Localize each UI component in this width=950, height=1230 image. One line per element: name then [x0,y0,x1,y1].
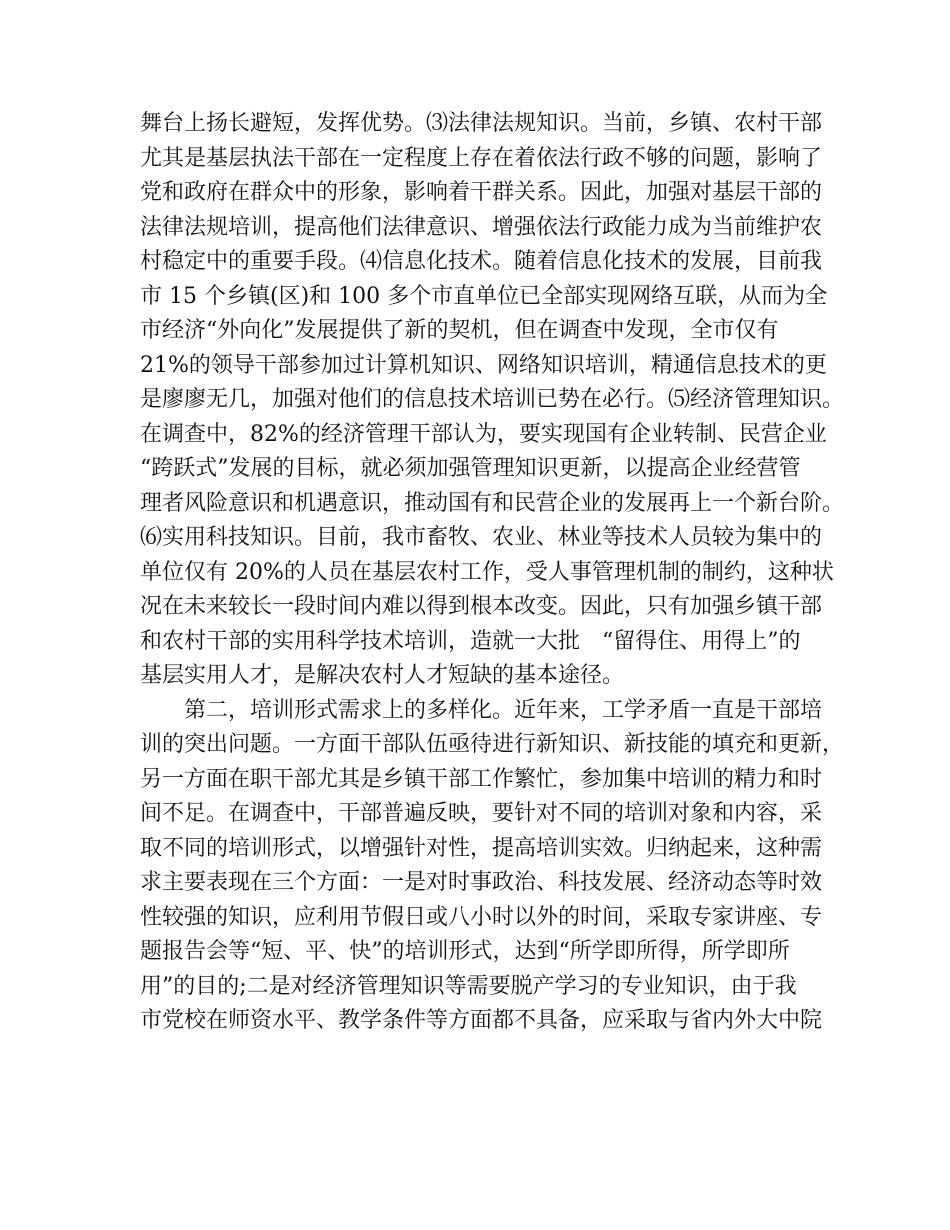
text-line: 另一方面在职干部尤其是乡镇干部工作繁忙，参加集中培训的精力和时 [140,766,823,792]
body-text [140,107,845,1039]
text-line: 训的突出问题。一方面干部队伍亟待进行新知识、新技能的填充和更新， [140,732,845,757]
text-line: 求主要表现在三个方面：一是对时事政治、科技发展、经济动态等时效 [140,870,823,895]
text-line: 21%的领导干部参加过计算机知识、网络知识培训，精通信息技术的更 [140,352,827,378]
text-line: 取不同的培训形式，以增强针对性，提高培训实效。归纳起来，这种需 [140,835,823,861]
text-line: 是廖廖无几，加强对他们的信息技术培训已势在必行。⑸经济管理知识。 [140,387,845,412]
text-line: 单位仅有 20%的人员在基层农村工作，受人事管理机制的制约，这种状 [140,559,834,585]
text-line: 市经济“外向化”发展提供了新的契机，但在调查中发现，全市仅有 [140,318,779,343]
text-line: 间不足。在调查中，干部普遍反映，要针对不同的培训对象和内容，采 [140,801,823,826]
text-line: 在调查中，82%的经济管理干部认为，要实现国有企业转制、民营企业 [140,421,827,447]
text-line: ⑹实用科技知识。目前，我市畜牧、农业、林业等技术人员较为集中的 [140,525,823,550]
text-line: 党和政府在群众中的形象，影响着干群关系。因此，加强对基层干部的 [140,180,823,205]
text-line: 舞台上扬长避短，发挥优势。⑶法律法规知识。当前，乡镇、农村干部 [140,111,823,136]
text-line: 尤其是基层执法干部在一定程度上存在着依法行政不够的问题，影响了 [140,145,823,171]
text-line: 村稳定中的重要手段。⑷信息化技术。随着信息化技术的发展，目前我 [140,249,823,274]
paragraph-start-line: 第二，培训形式需求上的多样化。近年来，工学矛盾一直是干部培 [184,697,823,723]
text-line: 用”的目的;二是对经济管理知识等需要脱产学习的专业知识，由于我 [140,973,797,999]
text-line: 题报告会等“短、平、快”的培训形式，达到“所学即所得，所学即所 [140,939,790,964]
text-line: 市党校在师资水平、教学条件等方面都不具备，应采取与省内外大中院 [140,1008,823,1033]
text-line: 基层实用人才，是解决农村人才短缺的基本途径。 [140,663,625,688]
text-line: 市 15 个乡镇(区)和 100 多个市直单位已全部实现网络互联，从而为全 [140,283,828,309]
text-line: 况在未来较长一段时间内难以得到根本改变。因此，只有加强乡镇干部 [140,594,823,619]
text-line: 性较强的知识，应利用节假日或八小时以外的时间，采取专家讲座、专 [140,904,823,930]
text-line: 和农村干部的实用科学技术培训，造就一大批 “留得住、用得上”的 [140,628,801,654]
text-line: 法律法规培训，提高他们法律意识、增强依法行政能力成为当前维护农 [140,214,823,240]
text-line: “跨跃式”发展的目标，就必须加强管理知识更新，以提高企业经营管 [140,456,801,481]
text-line: 理者风险意识和机遇意识，推动国有和民营企业的发展再上一个新台阶。 [140,490,845,516]
